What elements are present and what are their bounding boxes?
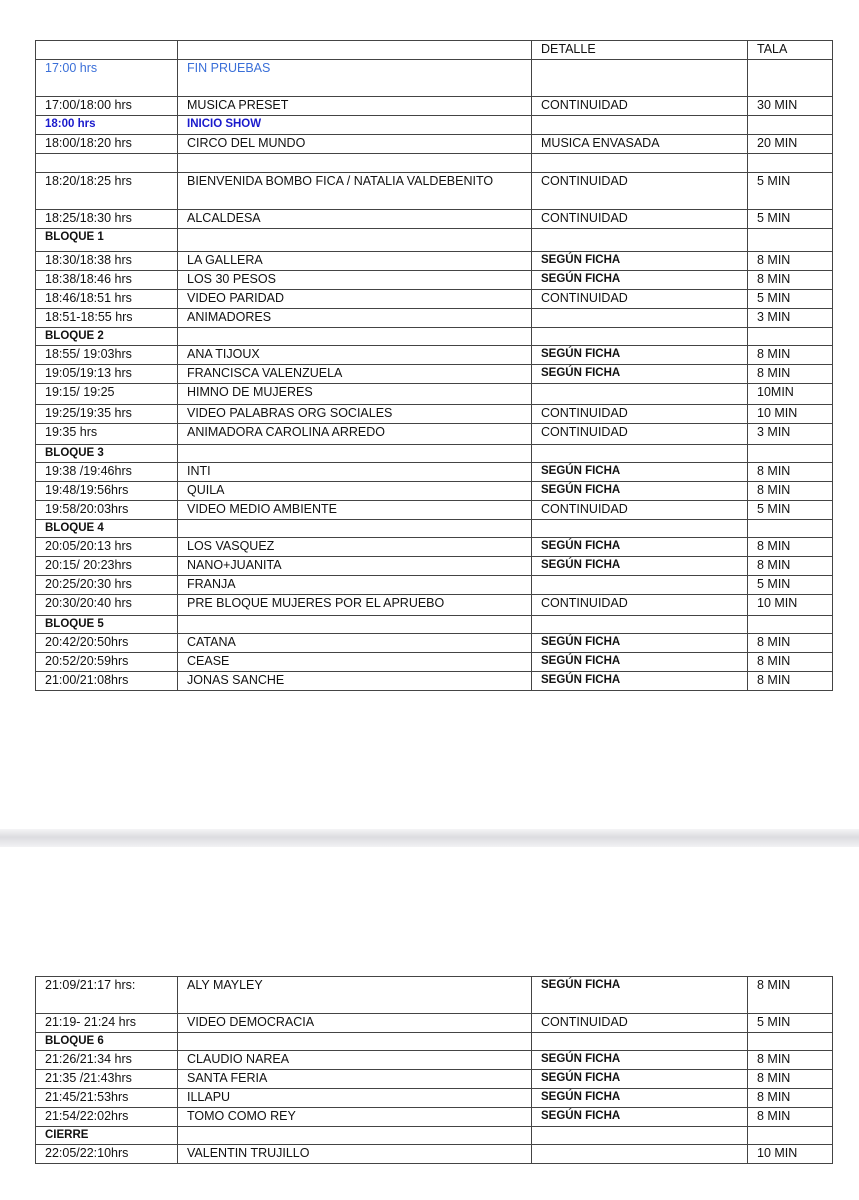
cell-item: ANIMADORES <box>178 309 532 328</box>
cell-time: 21:09/21:17 hrs: <box>36 977 178 1014</box>
cell-item <box>178 229 532 252</box>
schedule-row <box>36 60 833 97</box>
cell-time: 19:35 hrs <box>36 424 178 445</box>
cell-detail <box>532 229 748 252</box>
cell-detail: SEGÚN FICHA <box>532 1108 748 1127</box>
cell-time: 18:38/18:46 hrs <box>36 271 178 290</box>
schedule-row <box>36 116 833 135</box>
cell-detail: CONTINUIDAD <box>532 290 748 309</box>
cell-tala <box>748 328 833 346</box>
cell-detail: CONTINUIDAD <box>532 97 748 116</box>
cell-time: 19:58/20:03hrs <box>36 501 178 520</box>
cell-detail: CONTINUIDAD <box>532 210 748 229</box>
schedule-table-body <box>36 977 833 1164</box>
cell-item: LA GALLERA <box>178 252 532 271</box>
block-row <box>36 328 833 346</box>
cell-detail: SEGÚN FICHA <box>532 1089 748 1108</box>
cell-time: BLOQUE 5 <box>36 616 178 634</box>
cell-detail: SEGÚN FICHA <box>532 672 748 691</box>
schedule-row <box>36 1070 833 1089</box>
page-separator <box>0 829 859 847</box>
schedule-row <box>36 1089 833 1108</box>
cell-detail: SEGÚN FICHA <box>532 634 748 653</box>
cell-tala: 5 MIN <box>748 210 833 229</box>
schedule-row <box>36 405 833 424</box>
schedule-row <box>36 252 833 271</box>
cell-time: 21:54/22:02hrs <box>36 1108 178 1127</box>
cell-item <box>178 328 532 346</box>
cell-item: CLAUDIO NAREA <box>178 1051 532 1070</box>
cell-item: ANIMADORA CAROLINA ARREDO <box>178 424 532 445</box>
cell-time: 21:26/21:34 hrs <box>36 1051 178 1070</box>
cell-time: 19:25/19:35 hrs <box>36 405 178 424</box>
block-row <box>36 520 833 538</box>
cell-tala: 5 MIN <box>748 290 833 309</box>
schedule-row <box>36 271 833 290</box>
cell-tala: 10 MIN <box>748 405 833 424</box>
cell-detail <box>532 384 748 405</box>
cell-item: BIENVENIDA BOMBO FICA / NATALIA VALDEBENITO <box>178 173 532 210</box>
schedule-row <box>36 290 833 309</box>
cell-tala: 8 MIN <box>748 271 833 290</box>
cell-item: SANTA FERIA <box>178 1070 532 1089</box>
schedule-row <box>36 977 833 1014</box>
cell-item: INICIO SHOW <box>178 116 532 135</box>
cell-time: 19:15/ 19:25 <box>36 384 178 405</box>
header-detalle: DETALLE <box>532 41 748 60</box>
cell-item <box>178 1127 532 1145</box>
cell-tala: 3 MIN <box>748 424 833 445</box>
cell-tala <box>748 445 833 463</box>
cell-detail <box>532 116 748 135</box>
cell-time: 20:05/20:13 hrs <box>36 538 178 557</box>
cell-time: 18:00/18:20 hrs <box>36 135 178 154</box>
cell-detail: CONTINUIDAD <box>532 173 748 210</box>
schedule-row <box>36 1051 833 1070</box>
cell-tala: 8 MIN <box>748 557 833 576</box>
cell-time: 22:05/22:10hrs <box>36 1145 178 1164</box>
cell-time: 18:30/18:38 hrs <box>36 252 178 271</box>
cell-tala: 8 MIN <box>748 1070 833 1089</box>
schedule-row <box>36 1108 833 1127</box>
cell-item: FRANCISCA VALENZUELA <box>178 365 532 384</box>
cell-detail: SEGÚN FICHA <box>532 463 748 482</box>
block-row <box>36 229 833 252</box>
cell-time: 18:51-18:55 hrs <box>36 309 178 328</box>
cell-detail <box>532 520 748 538</box>
cell-item: ALY MAYLEY <box>178 977 532 1014</box>
schedule-row <box>36 97 833 116</box>
schedule-table-page-1 <box>35 40 833 691</box>
cell-item: JONAS SANCHE <box>178 672 532 691</box>
block-row <box>36 616 833 634</box>
cell-time: 19:48/19:56hrs <box>36 482 178 501</box>
schedule-row <box>36 384 833 405</box>
cell-detail: SEGÚN FICHA <box>532 1051 748 1070</box>
cell-tala: 10 MIN <box>748 595 833 616</box>
schedule-row <box>36 595 833 616</box>
cell-tala: 8 MIN <box>748 653 833 672</box>
cell-item: VIDEO DEMOCRACIA <box>178 1014 532 1033</box>
cell-item: VALENTIN TRUJILLO <box>178 1145 532 1164</box>
cell-time: 18:20/18:25 hrs <box>36 173 178 210</box>
schedule-row <box>36 346 833 365</box>
cell-tala <box>748 154 833 173</box>
cell-tala: 5 MIN <box>748 173 833 210</box>
cell-time: 18:55/ 19:03hrs <box>36 346 178 365</box>
cell-time: CIERRE <box>36 1127 178 1145</box>
cell-time: 18:25/18:30 hrs <box>36 210 178 229</box>
cell-tala: 8 MIN <box>748 634 833 653</box>
cell-detail <box>532 309 748 328</box>
cell-item: MUSICA PRESET <box>178 97 532 116</box>
cell-item: INTI <box>178 463 532 482</box>
schedule-row <box>36 210 833 229</box>
block-row <box>36 1127 833 1145</box>
schedule-table-body <box>36 41 833 691</box>
cell-detail: SEGÚN FICHA <box>532 653 748 672</box>
cell-time: 20:30/20:40 hrs <box>36 595 178 616</box>
schedule-row <box>36 576 833 595</box>
cell-tala <box>748 1127 833 1145</box>
cell-tala: 10MIN <box>748 384 833 405</box>
cell-tala: 8 MIN <box>748 346 833 365</box>
cell-tala <box>748 520 833 538</box>
cell-item <box>178 616 532 634</box>
cell-detail: CONTINUIDAD <box>532 1014 748 1033</box>
cell-item <box>178 445 532 463</box>
schedule-row <box>36 1014 833 1033</box>
cell-time: 21:19- 21:24 hrs <box>36 1014 178 1033</box>
cell-item: VIDEO PALABRAS ORG SOCIALES <box>178 405 532 424</box>
schedule-row <box>36 173 833 210</box>
schedule-row <box>36 154 833 173</box>
schedule-row <box>36 501 833 520</box>
cell-time: 18:46/18:51 hrs <box>36 290 178 309</box>
schedule-row <box>36 653 833 672</box>
cell-tala: 8 MIN <box>748 538 833 557</box>
cell-detail: CONTINUIDAD <box>532 424 748 445</box>
cell-detail <box>532 1033 748 1051</box>
cell-time: BLOQUE 2 <box>36 328 178 346</box>
cell-tala: 5 MIN <box>748 1014 833 1033</box>
cell-time: 19:05/19:13 hrs <box>36 365 178 384</box>
cell-detail <box>532 60 748 97</box>
cell-item: ALCALDESA <box>178 210 532 229</box>
cell-detail: SEGÚN FICHA <box>532 482 748 501</box>
cell-detail <box>532 616 748 634</box>
cell-time: 17:00 hrs <box>36 60 178 97</box>
schedule-table-page-2 <box>35 976 833 1164</box>
cell-tala <box>748 616 833 634</box>
cell-item: VIDEO PARIDAD <box>178 290 532 309</box>
cell-time: 20:15/ 20:23hrs <box>36 557 178 576</box>
cell-time: 19:38 /19:46hrs <box>36 463 178 482</box>
cell-item: HIMNO DE MUJERES <box>178 384 532 405</box>
cell-item: QUILA <box>178 482 532 501</box>
cell-detail: SEGÚN FICHA <box>532 538 748 557</box>
cell-time: BLOQUE 3 <box>36 445 178 463</box>
cell-detail <box>532 1127 748 1145</box>
schedule-row <box>36 1145 833 1164</box>
cell-detail: SEGÚN FICHA <box>532 365 748 384</box>
cell-detail <box>532 576 748 595</box>
cell-tala: 8 MIN <box>748 1089 833 1108</box>
cell-time: 18:00 hrs <box>36 116 178 135</box>
cell-item <box>178 154 532 173</box>
cell-detail: SEGÚN FICHA <box>532 977 748 1014</box>
cell-time: 20:42/20:50hrs <box>36 634 178 653</box>
cell-detail <box>532 154 748 173</box>
cell-item: ANA TIJOUX <box>178 346 532 365</box>
cell-time: 21:45/21:53hrs <box>36 1089 178 1108</box>
cell-time: 21:00/21:08hrs <box>36 672 178 691</box>
cell-detail: CONTINUIDAD <box>532 595 748 616</box>
cell-detail: CONTINUIDAD <box>532 501 748 520</box>
cell-item: PRE BLOQUE MUJERES POR EL APRUEBO <box>178 595 532 616</box>
schedule-row <box>36 672 833 691</box>
cell-detail: SEGÚN FICHA <box>532 252 748 271</box>
cell-detail: SEGÚN FICHA <box>532 346 748 365</box>
cell-time: BLOQUE 1 <box>36 229 178 252</box>
cell-time <box>36 154 178 173</box>
cell-tala: 20 MIN <box>748 135 833 154</box>
cell-item: CEASE <box>178 653 532 672</box>
schedule-row <box>36 557 833 576</box>
schedule-row <box>36 365 833 384</box>
cell-time: BLOQUE 6 <box>36 1033 178 1051</box>
cell-tala: 8 MIN <box>748 977 833 1014</box>
cell-item <box>178 1033 532 1051</box>
schedule-row <box>36 634 833 653</box>
cell-tala: 10 MIN <box>748 1145 833 1164</box>
cell-item: VIDEO MEDIO AMBIENTE <box>178 501 532 520</box>
header-item <box>178 41 532 60</box>
cell-time: BLOQUE 4 <box>36 520 178 538</box>
cell-detail: SEGÚN FICHA <box>532 1070 748 1089</box>
header-tala: TALA <box>748 41 833 60</box>
cell-item: LOS VASQUEZ <box>178 538 532 557</box>
block-row <box>36 1033 833 1051</box>
cell-item: LOS 30 PESOS <box>178 271 532 290</box>
cell-detail <box>532 328 748 346</box>
cell-tala <box>748 229 833 252</box>
cell-time: 21:35 /21:43hrs <box>36 1070 178 1089</box>
schedule-row <box>36 135 833 154</box>
cell-item: NANO+JUANITA <box>178 557 532 576</box>
cell-detail <box>532 445 748 463</box>
cell-detail: MUSICA ENVASADA <box>532 135 748 154</box>
cell-detail: SEGÚN FICHA <box>532 557 748 576</box>
cell-tala: 3 MIN <box>748 309 833 328</box>
cell-item: FRANJA <box>178 576 532 595</box>
cell-tala: 8 MIN <box>748 672 833 691</box>
cell-tala: 30 MIN <box>748 97 833 116</box>
block-row <box>36 445 833 463</box>
cell-detail: CONTINUIDAD <box>532 405 748 424</box>
cell-detail: SEGÚN FICHA <box>532 271 748 290</box>
cell-item: TOMO COMO REY <box>178 1108 532 1127</box>
cell-tala: 8 MIN <box>748 252 833 271</box>
cell-time: 17:00/18:00 hrs <box>36 97 178 116</box>
cell-tala: 8 MIN <box>748 463 833 482</box>
schedule-row <box>36 482 833 501</box>
cell-tala <box>748 116 833 135</box>
cell-detail <box>532 1145 748 1164</box>
header-row <box>36 41 833 60</box>
schedule-row <box>36 424 833 445</box>
schedule-row <box>36 463 833 482</box>
cell-item: CATANA <box>178 634 532 653</box>
schedule-row <box>36 309 833 328</box>
cell-time: 20:25/20:30 hrs <box>36 576 178 595</box>
cell-tala <box>748 1033 833 1051</box>
cell-tala: 5 MIN <box>748 501 833 520</box>
cell-tala: 8 MIN <box>748 1051 833 1070</box>
cell-tala <box>748 60 833 97</box>
cell-item: FIN PRUEBAS <box>178 60 532 97</box>
cell-item: ILLAPU <box>178 1089 532 1108</box>
cell-item: CIRCO DEL MUNDO <box>178 135 532 154</box>
cell-tala: 8 MIN <box>748 482 833 501</box>
cell-tala: 5 MIN <box>748 576 833 595</box>
schedule-row <box>36 538 833 557</box>
cell-time: 20:52/20:59hrs <box>36 653 178 672</box>
header-time <box>36 41 178 60</box>
cell-item <box>178 520 532 538</box>
cell-tala: 8 MIN <box>748 365 833 384</box>
cell-tala: 8 MIN <box>748 1108 833 1127</box>
